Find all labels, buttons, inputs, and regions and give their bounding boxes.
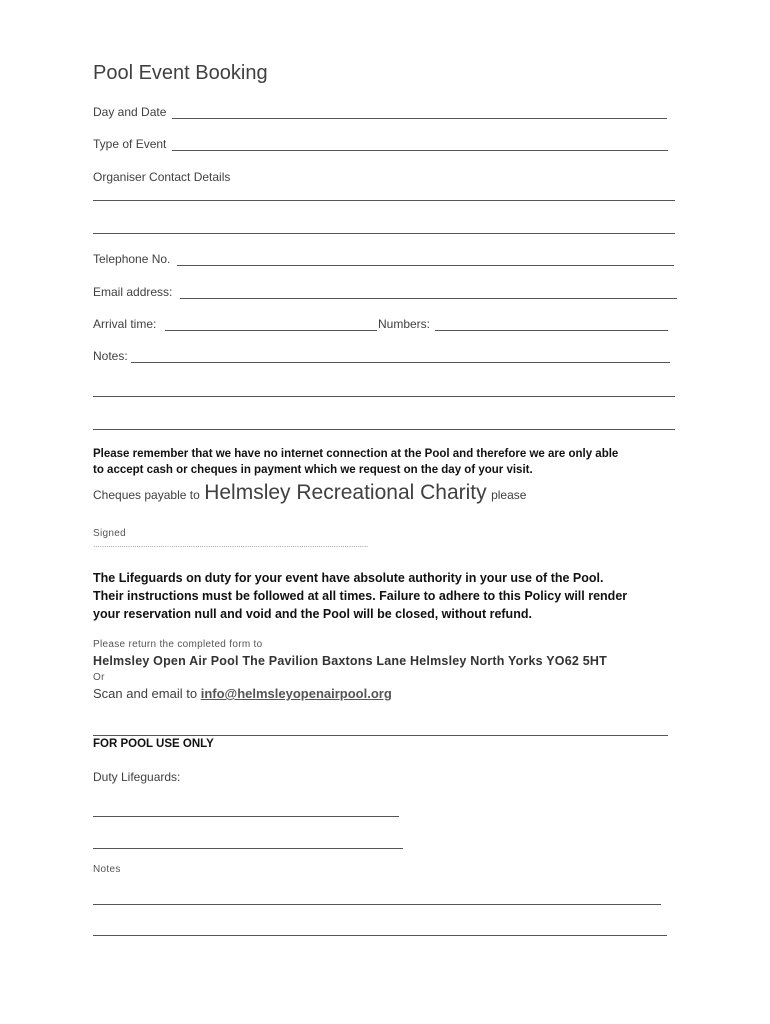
pool-notes-line-2[interactable] [93, 935, 667, 936]
separator-line [93, 735, 668, 736]
telephone-line[interactable] [177, 265, 674, 266]
duty-lifeguard-line-2[interactable] [93, 848, 403, 849]
payee-name: Helmsley Recreational Charity [204, 481, 487, 504]
notes-line-2[interactable] [93, 396, 675, 397]
lifeguard-notice-line-1: The Lifeguards on duty for your event have absolute authority in your use of the Pool. [93, 571, 604, 585]
return-or: Or [93, 672, 105, 683]
form-title: Pool Event Booking [93, 62, 268, 84]
notes-line-3[interactable] [93, 429, 675, 430]
organiser-label: Organiser Contact Details [93, 170, 231, 184]
payment-notice-line-1: Please remember that we have no internet connection at the Pool and therefore we are only able [93, 448, 619, 460]
organiser-line-2[interactable] [93, 233, 675, 234]
notes-line-1[interactable] [131, 362, 670, 363]
cheques-suffix: please [491, 488, 527, 502]
duty-lifeguards-label: Duty Lifeguards: [93, 770, 181, 784]
signed-dots[interactable]: ………………………………………………………………………………………………………………. [93, 542, 368, 549]
email-label: Email address: [93, 285, 173, 299]
scan-prefix: Scan and email to [93, 686, 198, 701]
payment-notice-line-2: to accept cash or cheques in payment which we request on the day of your visit. [93, 464, 533, 476]
numbers-label: Numbers: [378, 317, 431, 331]
event-type-label: Type of Event [93, 137, 167, 151]
pool-use-heading: FOR POOL USE ONLY [93, 738, 214, 750]
duty-lifeguard-line-1[interactable] [93, 816, 399, 817]
lifeguard-notice-line-3: your reservation null and void and the Pool will be closed, without refund. [93, 607, 532, 621]
scan-email-line [93, 686, 392, 701]
telephone-label: Telephone No. [93, 252, 171, 266]
signed-label: Signed [93, 528, 126, 539]
return-address: Helmsley Open Air Pool The Pavilion Baxtons Lane Helmsley North Yorks YO62 5HT [93, 654, 607, 668]
numbers-line[interactable] [435, 330, 668, 331]
contact-email-link[interactable]: info@helmsleyopenairpool.org [200, 686, 392, 701]
day-date-label: Day and Date [93, 105, 167, 119]
email-line[interactable] [180, 298, 677, 299]
event-type-line[interactable] [172, 150, 668, 151]
notes-label: Notes: [93, 349, 128, 363]
lifeguard-notice-line-2: Their instructions must be followed at all times. Failure to adhere to this Policy will render [93, 589, 628, 603]
organiser-line-1[interactable] [93, 200, 675, 201]
arrival-label: Arrival time: [93, 317, 157, 331]
day-date-line[interactable] [172, 118, 667, 119]
pool-notes-label: Notes [93, 864, 121, 875]
cheques-line [93, 481, 526, 505]
return-intro: Please return the completed form to [93, 639, 263, 650]
arrival-line[interactable] [165, 330, 377, 331]
cheques-prefix: Cheques payable to [93, 488, 200, 502]
pool-notes-line-1[interactable] [93, 904, 661, 905]
